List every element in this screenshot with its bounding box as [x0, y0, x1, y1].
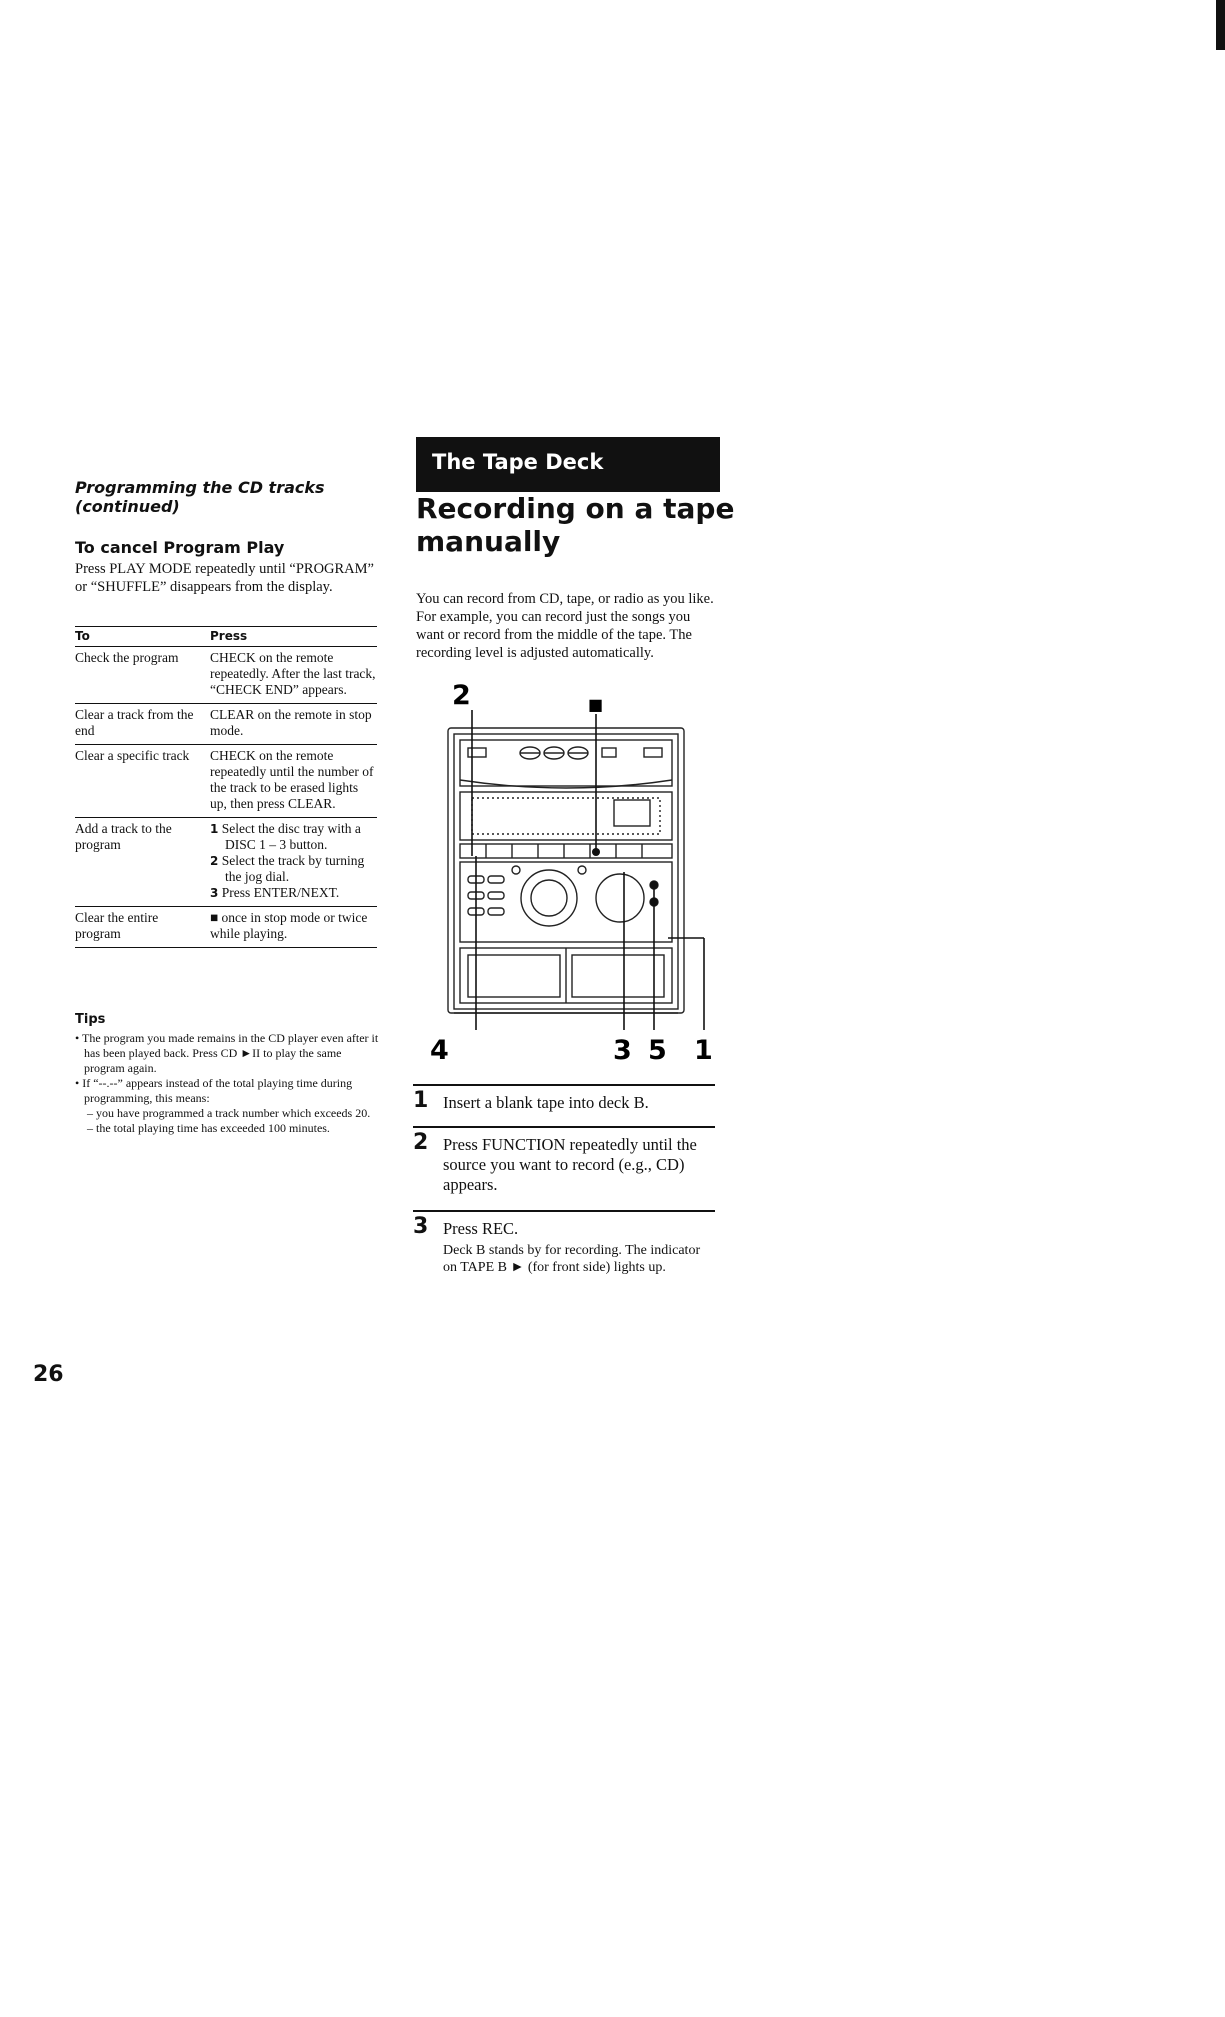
table-header: [75, 627, 377, 647]
table-row: [75, 647, 377, 704]
volume-knob: [596, 874, 644, 922]
cell-press: ■ once in stop mode or twice while playing.: [210, 907, 377, 948]
page-edge-mark: [1216, 0, 1225, 50]
step-text: Press REC.: [443, 1219, 519, 1238]
chapter-title: The Tape Deck: [432, 450, 604, 474]
step-number: 1: [413, 1088, 429, 1113]
cell-to: Clear the entire program: [75, 907, 210, 948]
display-panel: [460, 792, 672, 840]
callout-label: 4: [430, 1035, 449, 1066]
table-step: 2 Select the track by turning the jog dial.: [210, 853, 365, 884]
step-text: Press FUNCTION repeatedly until the source you want to record (e.g., CD) appears.: [443, 1135, 697, 1194]
control-button-row: [460, 844, 672, 858]
tips-box: [75, 1012, 380, 1136]
column-header-to: To: [75, 627, 210, 647]
cd-section: [460, 740, 672, 786]
table-row: [75, 704, 377, 745]
table-row: [75, 745, 377, 818]
table-step: 3 Press ENTER/NEXT.: [210, 885, 340, 900]
cell-press: CHECK on the remote repeatedly until the number of the track to be erased lights up, then press CLEAR.: [210, 745, 377, 818]
step-text: Insert a blank tape into deck B.: [443, 1093, 649, 1112]
callout-label: 5: [648, 1035, 667, 1066]
tip-item: • If “--.--” appears instead of the total playing time during programming, this means:: [75, 1076, 353, 1105]
tip-subitem: – the total playing time has exceeded 100 minutes.: [87, 1121, 330, 1135]
rec-dot-icon: [592, 848, 600, 856]
table-row: [75, 818, 377, 907]
chapter-banner: [416, 437, 720, 492]
cell-to: Add a track to the program: [75, 818, 210, 907]
callout-label: 3: [613, 1035, 632, 1066]
operations-table: [75, 626, 377, 948]
cell-to: Check the program: [75, 647, 210, 704]
column-header-press: Press: [210, 627, 377, 647]
rec-dot-icon: [650, 898, 658, 906]
step-number: 2: [413, 1130, 429, 1155]
tips-title: Tips: [75, 1012, 106, 1027]
cell-to: Clear a specific track: [75, 745, 210, 818]
stop-symbol-icon: ■: [588, 695, 604, 714]
intro-text: You can record from CD, tape, or radio as you like. For example, you can record just the songs you want or record from the middle of the tape. The recording level is adjusted automatically.: [416, 591, 714, 661]
cell-press: CLEAR on the remote in stop mode.: [210, 704, 377, 745]
step-detail: Deck B stands by for recording. The indicator on TAPE B ► (for front side) lights up.: [443, 1243, 701, 1275]
left-column: [75, 478, 377, 948]
table-step: 1 Select the disc tray with a DISC 1 – 3 button.: [210, 821, 361, 852]
stop-symbol-icon: ■: [210, 910, 219, 925]
page-number: 26: [33, 1362, 64, 1387]
stereo-diagram: [416, 680, 726, 1070]
step-divider: [413, 1126, 715, 1128]
page-heading: Recording on a tape manually: [416, 492, 735, 558]
cancel-program-subtitle: To cancel Program Play: [75, 538, 285, 557]
callout-label: 2: [452, 680, 471, 711]
step-number: 3: [413, 1214, 429, 1239]
section-title: Programming the CD tracks (continued): [75, 478, 325, 516]
cell-press-steps: [210, 818, 377, 907]
step-divider: [413, 1084, 715, 1086]
cell-to: Clear a track from the end: [75, 704, 210, 745]
tip-item: • The program you made remains in the CD player even after it has been played back. Press CD ►II to play the same program again.: [75, 1031, 379, 1075]
callout-label: 1: [694, 1035, 713, 1066]
step-divider: [413, 1210, 715, 1212]
rec-dot-icon: [650, 881, 658, 889]
table-row: [75, 907, 377, 948]
cancel-program-text: Press PLAY MODE repeatedly until “PROGRAM” or “SHUFFLE” disappears from the display.: [75, 561, 374, 595]
tip-subitem: – you have programmed a track number which exceeds 20.: [87, 1106, 371, 1120]
jog-dial: [521, 870, 577, 926]
cell-press: CHECK on the remote repeatedly. After the last track, “CHECK END” appears.: [210, 647, 377, 704]
